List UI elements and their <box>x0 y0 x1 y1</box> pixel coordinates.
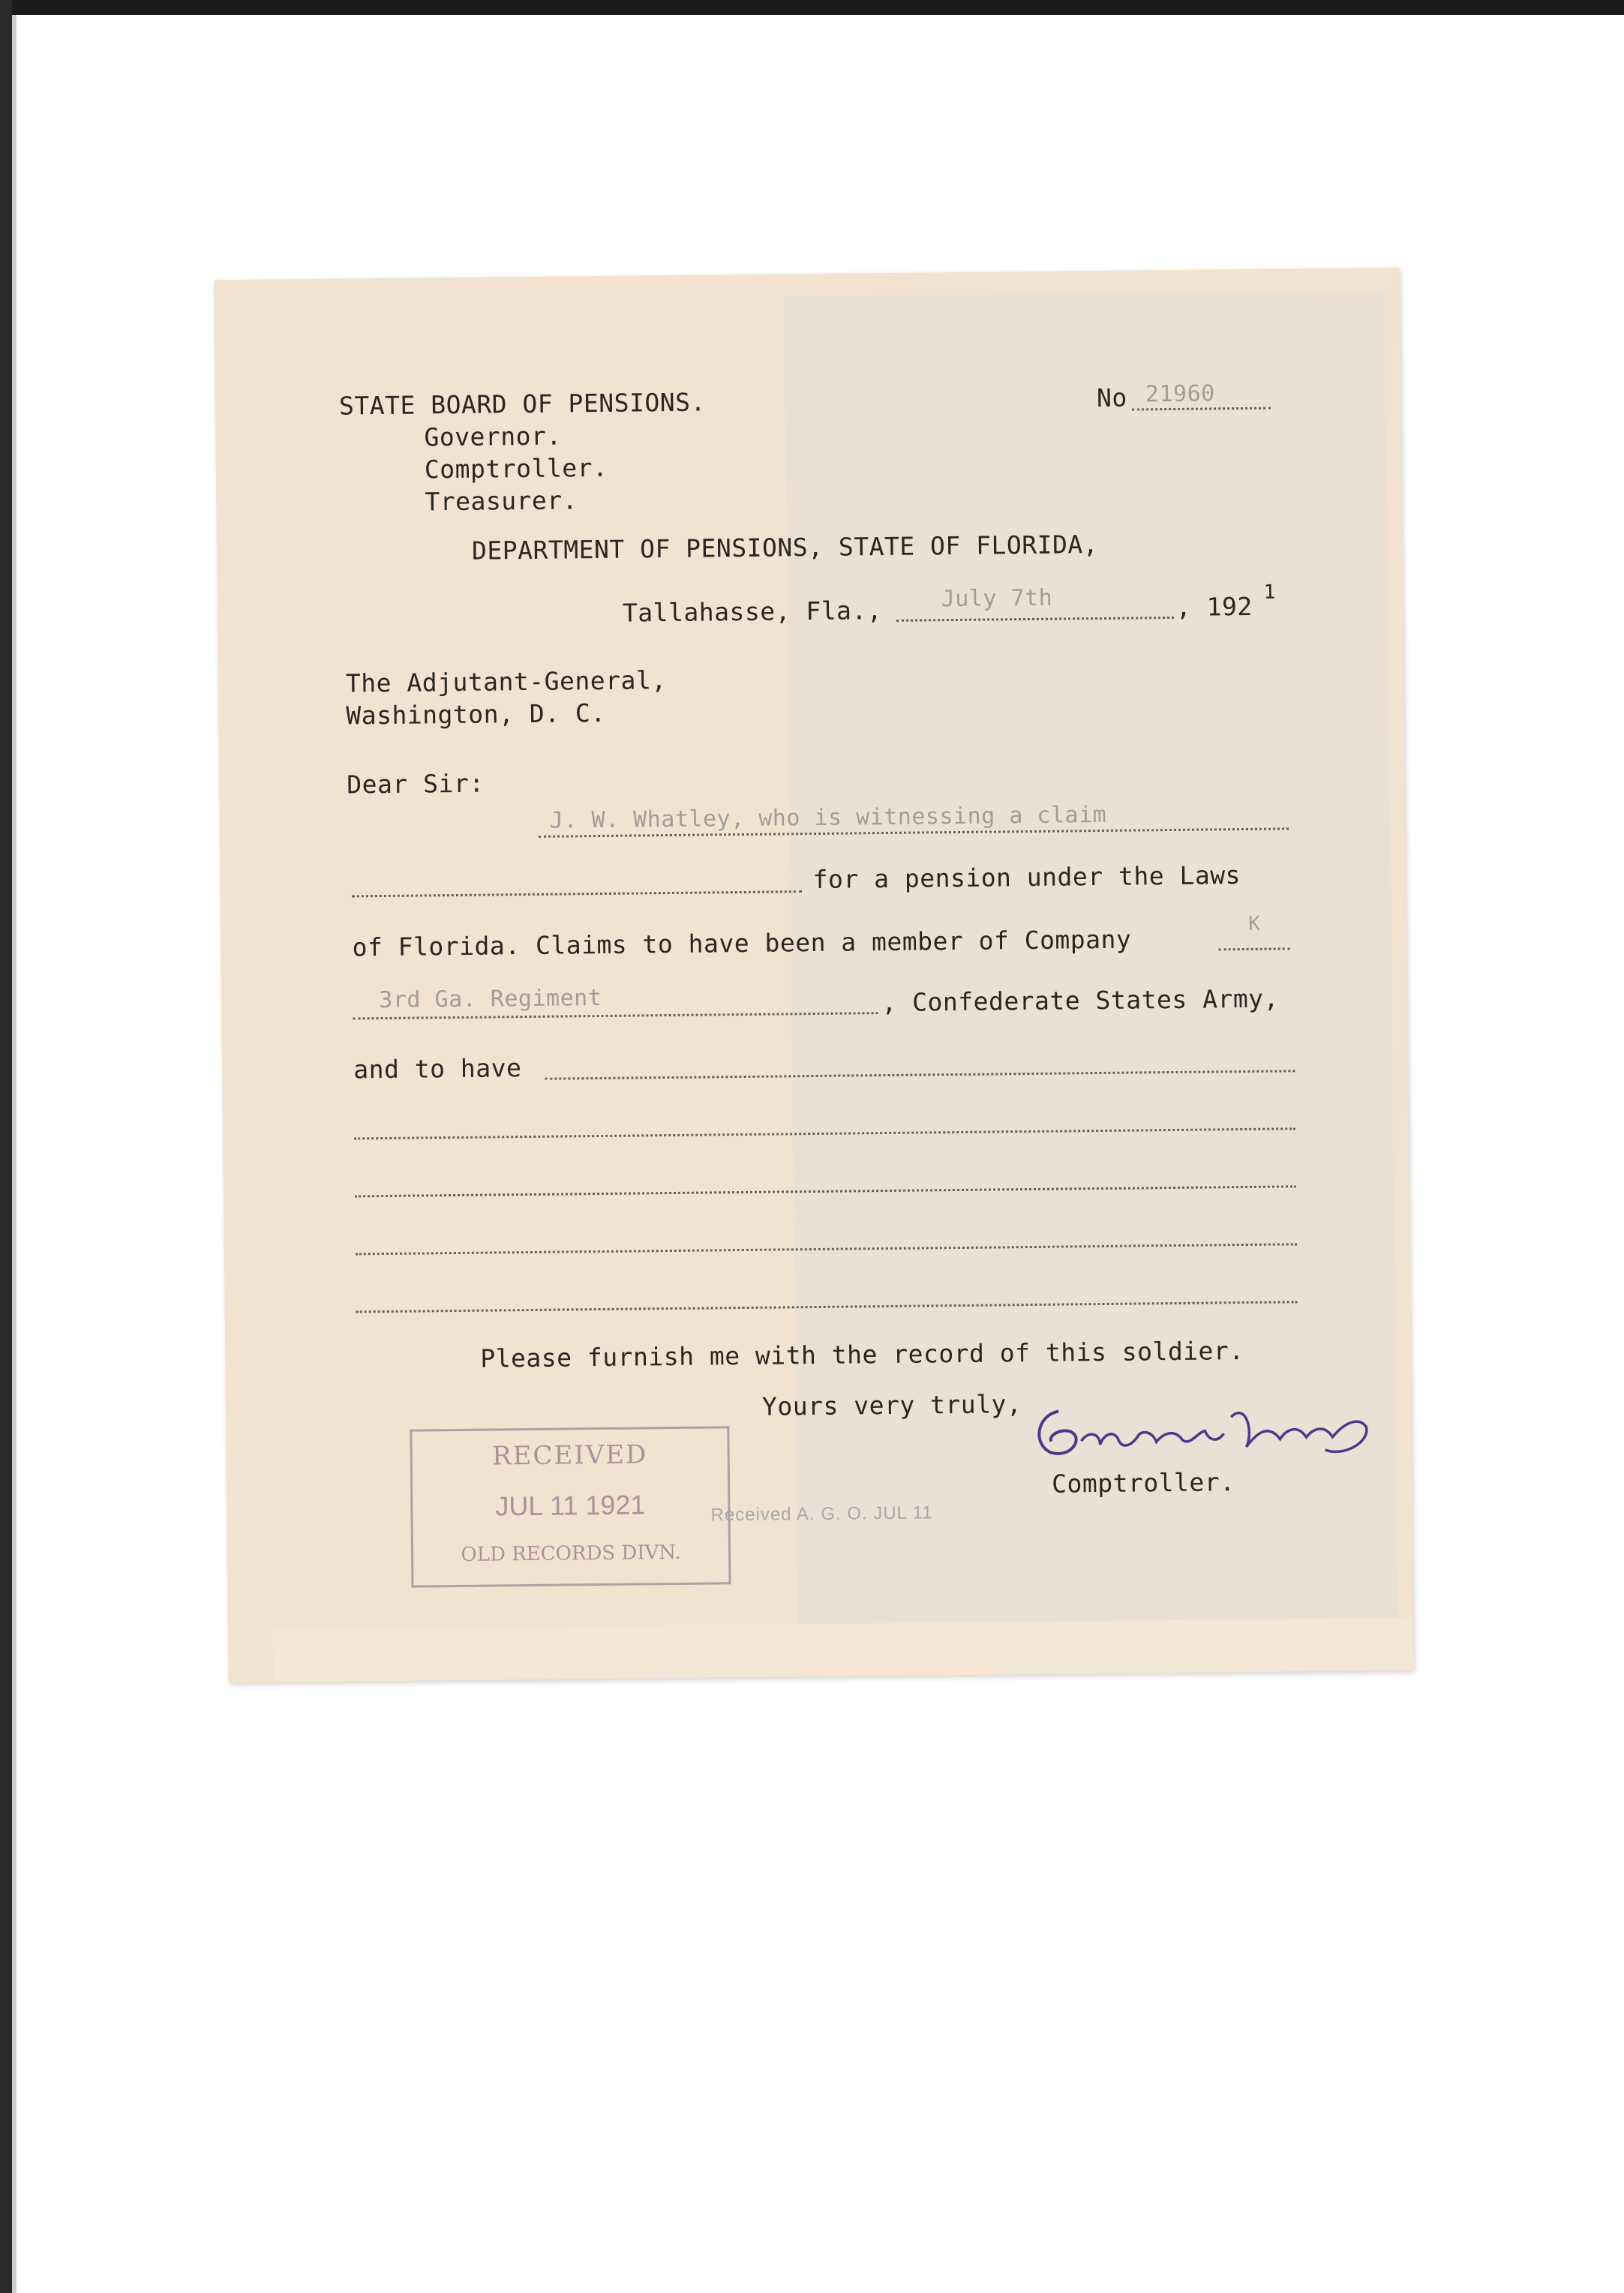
received-stamp <box>410 1426 731 1587</box>
member-governor: Governor. <box>424 421 562 452</box>
line2-blank <box>352 890 802 897</box>
stamp-date: JUL 11 1921 <box>495 1489 646 1522</box>
member-comptroller: Comptroller. <box>424 452 608 485</box>
valediction: Yours very truly, <box>761 1389 1022 1421</box>
scan-edge-top <box>0 0 1624 15</box>
member-treasurer: Treasurer. <box>425 485 578 517</box>
line4-text: , Confederate States Army, <box>881 983 1280 1018</box>
stamp-division: OLD RECORDS DIVN. <box>461 1541 681 1566</box>
salutation: Dear Sir: <box>347 768 485 800</box>
number-value: 21960 <box>1145 380 1215 408</box>
request-text: Please furnish me with the record of this soldier. <box>480 1336 1244 1373</box>
regiment-fill: 3rd Ga. Regiment <box>379 984 602 1014</box>
year-suffix: 1 <box>1263 581 1277 604</box>
department-heading: DEPARTMENT OF PENSIONS, STATE OF FLORIDA, <box>471 529 1099 566</box>
line5-text: and to have <box>353 1053 522 1085</box>
scan-edge-left-inner <box>12 15 17 2293</box>
board-title: STATE BOARD OF PENSIONS. <box>338 387 707 421</box>
date-value: July 7th <box>941 584 1053 613</box>
stamp-received: RECEIVED <box>491 1439 648 1472</box>
number-label: No <box>1096 383 1127 413</box>
line3-text: of Florida. Claims to have been a member of Company <box>352 924 1132 962</box>
scan-edge-left <box>0 0 12 2293</box>
company-fill: K <box>1248 912 1261 935</box>
claimant-fill: J. W. Whatley, who is witnessing a claim <box>549 801 1107 834</box>
line2-text: for a pension under the Laws <box>812 860 1241 895</box>
paper-bottom-strip <box>273 1618 1414 1682</box>
addressee-line-1: The Adjutant-General, <box>345 665 667 698</box>
pension-letter <box>214 268 1413 1682</box>
place: Tallahasse, Fla., <box>622 596 883 628</box>
addressee-line-2: Washington, D. C. <box>346 698 606 731</box>
year-prefix: , 192 <box>1175 591 1253 622</box>
received-ago-stamp: Received A. G. O. JUL 11 <box>710 1502 933 1526</box>
comptroller-title: Comptroller. <box>1051 1467 1235 1499</box>
signature <box>1028 1385 1382 1472</box>
